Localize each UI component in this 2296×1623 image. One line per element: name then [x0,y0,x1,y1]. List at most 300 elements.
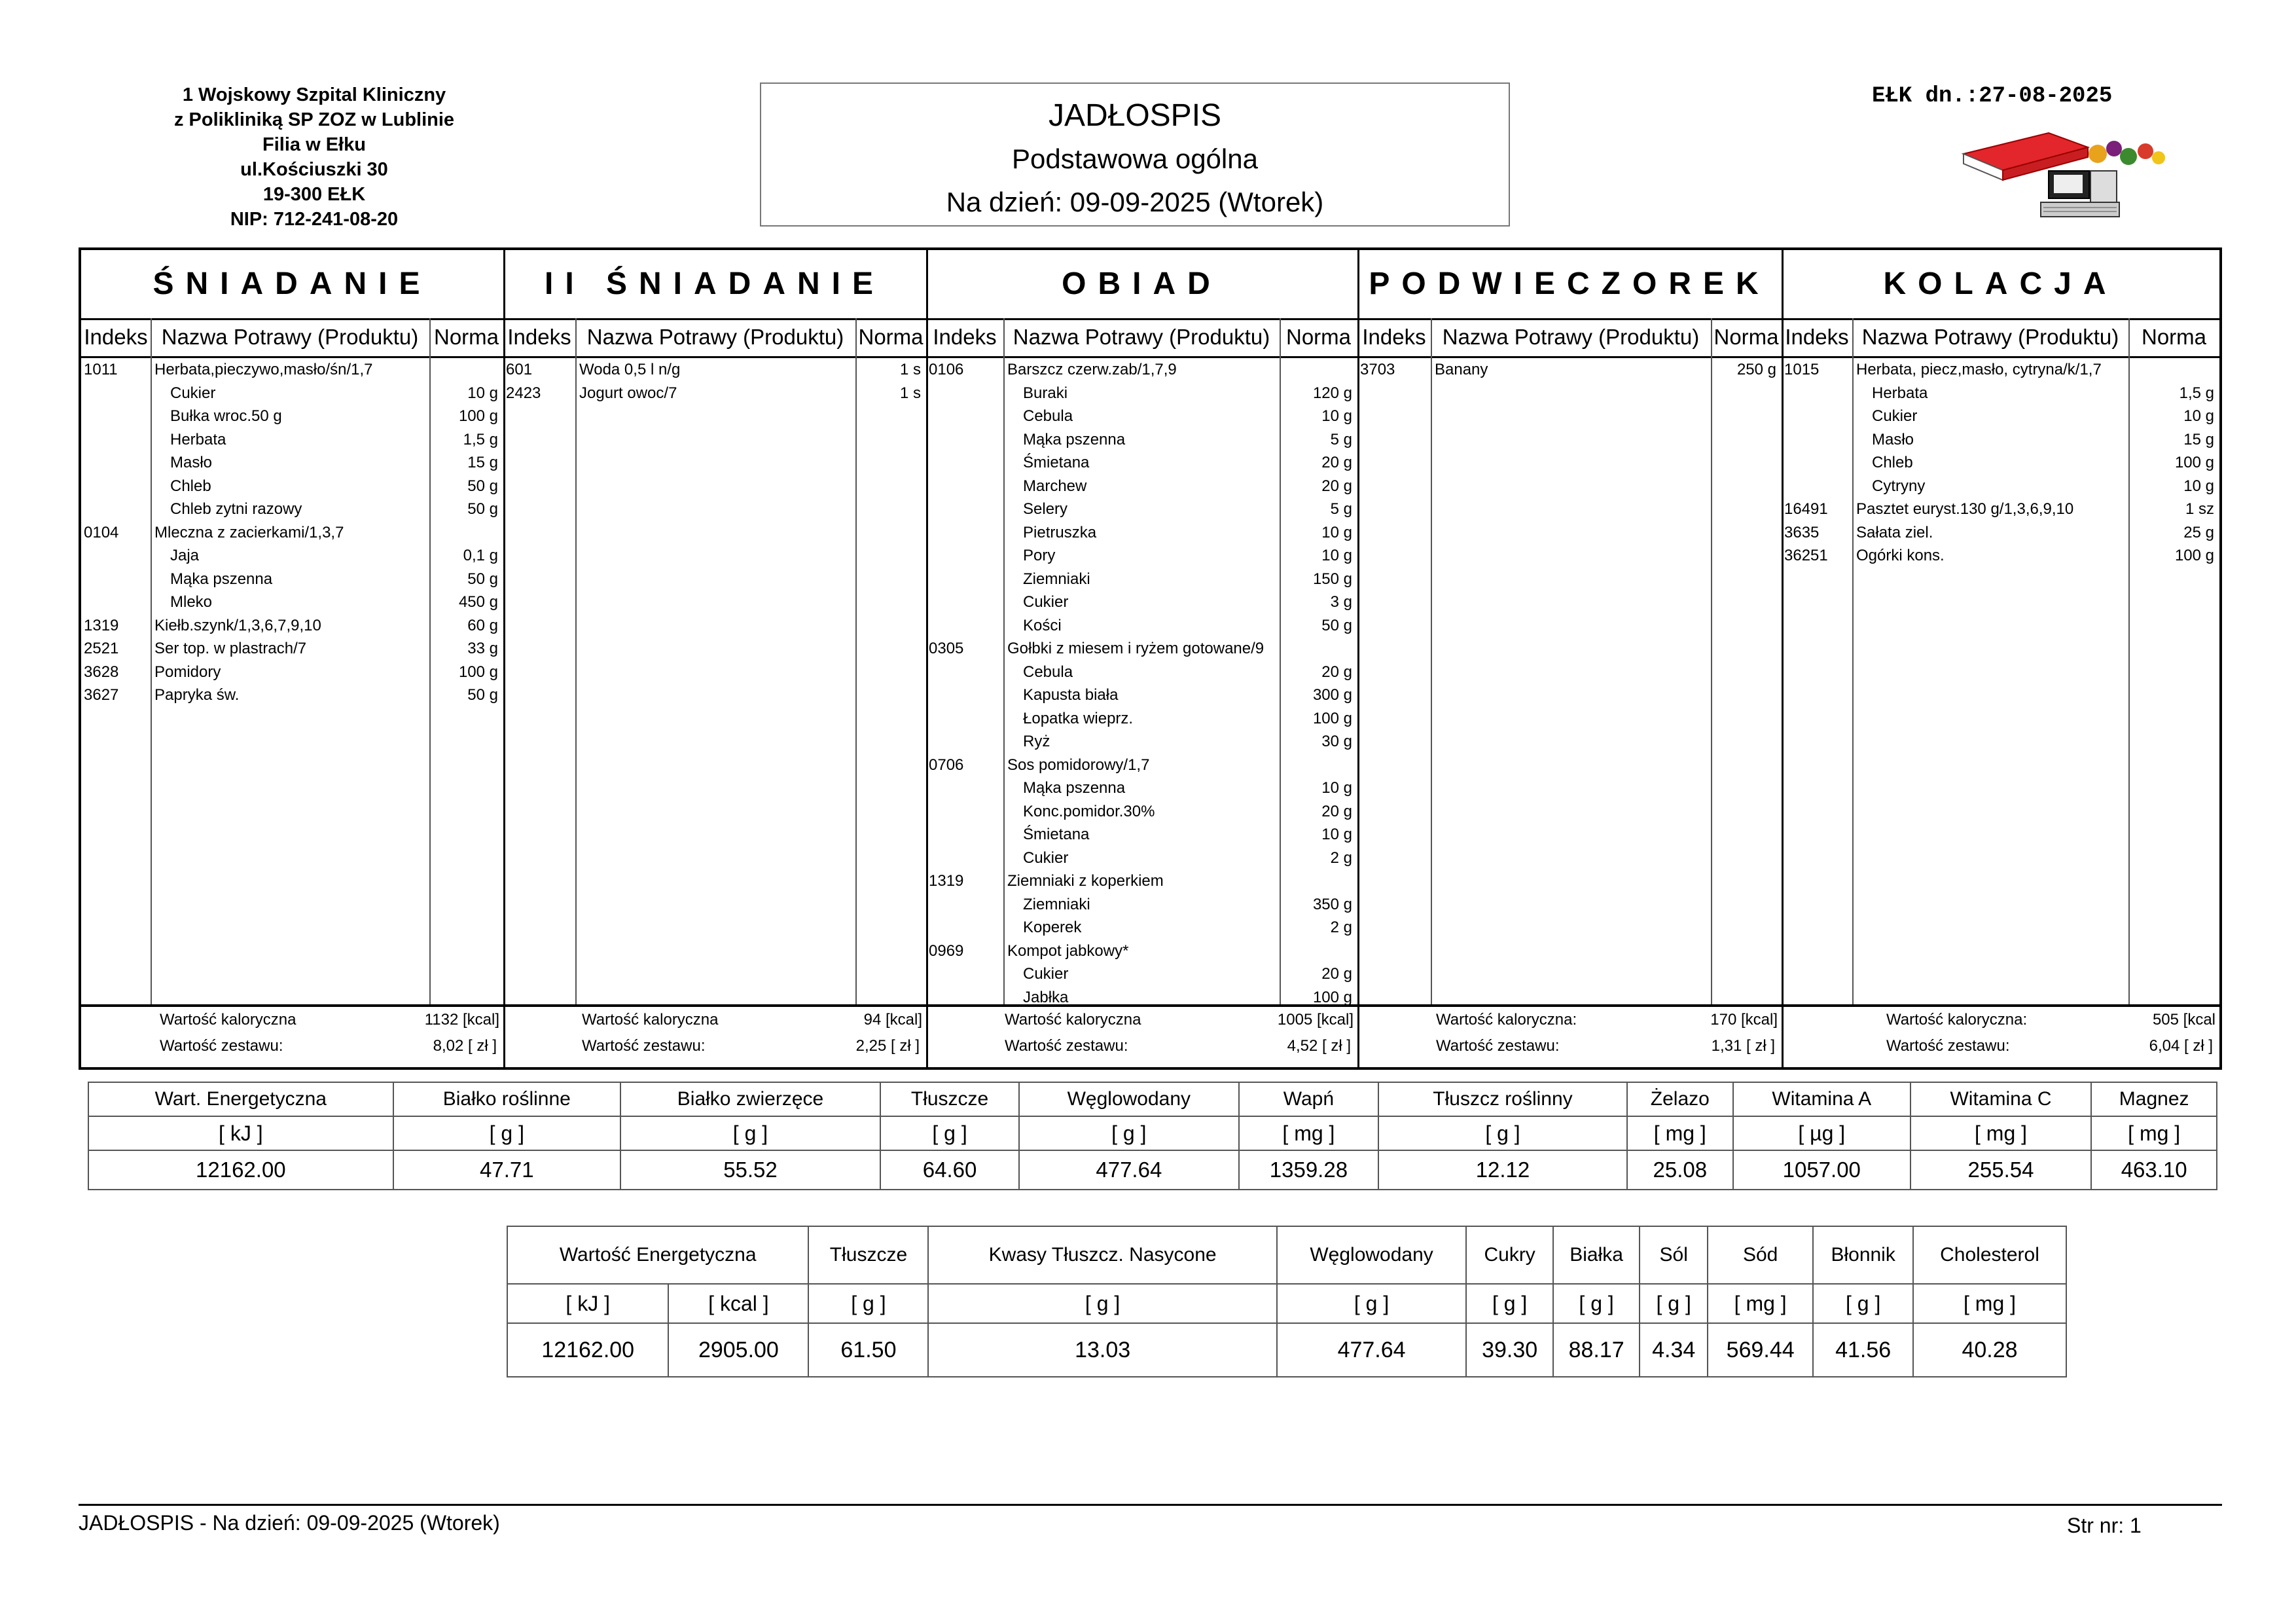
item-index: 16491 [1784,500,1828,518]
calorie-value: 505 [kcal [2152,1011,2215,1029]
table-row [81,475,503,498]
meal-column-2 [503,250,926,1067]
cost-label: Wartość zestawu: [1005,1037,1128,1055]
meal-summary [1782,1004,2219,1067]
name-header: Nazwa Potrawy (Produktu) [575,318,855,358]
value-cell: 41.56 [1813,1323,1913,1377]
table-row [88,1082,2217,1116]
header-cell: Sód [1708,1226,1813,1284]
item-norm: 3 g [1330,593,1352,611]
item-norm: 100 g [2174,547,2214,564]
hospital-line: 1 Wojskowy Szpital Kliniczny [182,84,446,105]
ingredient-name: Marchew [1023,477,1087,495]
item-norm: 2 g [1330,919,1352,936]
meal-items [926,358,1357,1009]
name-header: Nazwa Potrawy (Produktu) [151,318,429,358]
unit-cell: [ µg ] [1733,1116,1910,1150]
meal-column-1 [81,250,503,1067]
dish-name: Pomidory [154,663,221,681]
item-norm: 450 g [458,593,498,611]
ingredient-name: Chleb zytni razowy [170,500,302,518]
item-norm: 150 g [1312,570,1352,588]
table-row [926,405,1357,428]
header-cell: Witamina C [1910,1082,2092,1116]
table-row [926,939,1357,963]
cost-value: 6,04 [ zł ] [2149,1037,2213,1055]
unit-cell: [ g ] [1019,1116,1239,1150]
item-norm: 300 g [1312,686,1352,704]
table-row [1782,405,2219,428]
table-row [81,661,503,684]
meal-summary [81,1004,503,1067]
norm-header: Norma [1280,318,1357,358]
title-box [760,82,1510,227]
unit-cell: [ g ] [928,1284,1276,1323]
ingredient-name: Buraki [1023,384,1068,402]
meal-title: II ŚNIADANIE [503,250,926,320]
ingredient-name: Mąka pszenna [1023,430,1126,448]
cost-value: 2,25 [ zł ] [855,1037,920,1055]
table-row [926,962,1357,986]
calorie-value: 1005 [kcal] [1277,1011,1354,1029]
ingredient-name: Herbata [170,430,226,448]
item-norm: 5 g [1330,430,1352,448]
table-row [503,358,926,382]
index-header: Indeks [926,318,1003,358]
table-row [81,591,503,614]
unit-cell: [ g ] [1553,1284,1640,1323]
unit-cell: [ g ] [808,1284,928,1323]
value-cell: 40.28 [1913,1323,2066,1377]
ingredient-name: Ziemniaki [1023,895,1090,913]
meal-title: KOLACJA [1782,250,2219,320]
item-norm: 1 s [899,384,921,402]
meal-items [1782,358,2219,568]
unit-cell: [ g ] [1277,1284,1467,1323]
ingredient-name: Cebula [1023,663,1073,681]
item-index: 3635 [1784,523,1820,541]
table-row [81,451,503,475]
header-cell: Cholesterol [1913,1226,2066,1284]
table-row [926,754,1357,777]
item-norm: 10 g [2183,477,2214,495]
table-row [926,428,1357,452]
ingredient-name: Bułka wroc.50 g [170,407,282,425]
meal-items [1357,358,1782,382]
header-cell: Wartość Energetyczna [507,1226,808,1284]
meal-summary [926,1004,1357,1067]
item-index: 36251 [1784,547,1828,564]
meal-column-5 [1782,250,2219,1067]
item-index: 0104 [84,523,119,541]
footer-divider [79,1504,2222,1506]
item-norm: 50 g [467,477,498,495]
header-cell: Białka [1553,1226,1640,1284]
dish-name: Herbata,pieczywo,masło/śn/1,7 [154,361,373,378]
ingredient-name: Chleb [1872,454,1913,471]
ingredient-name: Ziemniaki [1023,570,1090,588]
cost-value: 8,02 [ zł ] [433,1037,497,1055]
calorie-label: Wartość kaloryczna [1005,1011,1141,1029]
item-index: 1319 [84,616,119,634]
table-row [81,382,503,405]
table-row [81,405,503,428]
item-norm: 1 sz [2185,500,2214,518]
unit-cell: [ mg ] [1708,1284,1813,1323]
table-row [1782,451,2219,475]
item-norm: 10 g [2183,407,2214,425]
item-norm: 10 g [1321,547,1352,564]
norm-header: Norma [1711,318,1782,358]
item-norm: 20 g [1321,477,1352,495]
dish-name: Herbata, piecz,masło, cytryna/k/1,7 [1856,361,2102,378]
column-divider [855,318,857,1007]
page-title: JADŁOSPIS [1048,98,1222,133]
table-row [81,568,503,591]
item-norm: 2 g [1330,848,1352,867]
table-row [926,776,1357,800]
table-row [926,637,1357,661]
hospital-line: 19-300 EŁK [262,184,366,205]
index-header: Indeks [1357,318,1431,358]
header-cell: Żelazo [1627,1082,1733,1116]
table-row [926,382,1357,405]
dish-name: Ser top. w plastrach/7 [154,640,307,657]
item-index: 0305 [929,640,964,657]
norm-header: Norma [429,318,503,358]
calorie-label: Wartość kaloryczna [582,1011,719,1029]
table-row [926,475,1357,498]
ingredient-name: Masło [1872,430,1914,448]
item-norm: 20 g [1321,802,1352,820]
name-header: Nazwa Potrawy (Produktu) [1852,318,2128,358]
header-cell: Tłuszcz roślinny [1378,1082,1626,1116]
ingredient-name: Mąka pszenna [170,570,273,588]
norm-header: Norma [2128,318,2219,358]
item-index: 0706 [929,756,964,774]
table-row [507,1323,2066,1377]
hospital-line: Filia w Ełku [262,134,366,155]
item-index: 1015 [1784,361,1820,378]
item-index: 2423 [506,384,541,402]
name-header: Nazwa Potrawy (Produktu) [1431,318,1711,358]
header-cell: Wart. Energetyczna [88,1082,393,1116]
table-row [81,428,503,452]
value-cell: 4.34 [1640,1323,1708,1377]
unit-cell: [ mg ] [1239,1116,1379,1150]
header-cell: Tłuszcze [880,1082,1019,1116]
table-row [926,847,1357,870]
item-norm: 50 g [1321,616,1352,634]
unit-cell: [ mg ] [2091,1116,2217,1150]
issue-date: EŁK dn.:27-08-2025 [1872,84,2113,109]
dish-name: Sos pomidorowy/1,7 [1007,756,1150,774]
item-norm: 1,5 g [463,430,498,448]
table-row [88,1150,2217,1190]
item-index: 2521 [84,640,119,657]
item-index: 3628 [84,663,119,681]
item-norm: 100 g [2174,454,2214,471]
table-row [1782,475,2219,498]
ingredient-name: Łopatka wieprz. [1023,709,1134,727]
ingredient-name: Kapusta biała [1023,686,1119,704]
unit-cell: [ g ] [880,1116,1019,1150]
page-number: Str nr: 1 [2067,1514,2142,1537]
table-row [507,1226,2066,1284]
item-norm: 250 g [1736,361,1776,378]
ingredient-name: Mąka pszenna [1023,779,1126,797]
hospital-line: NIP: 712-241-08-20 [230,209,399,230]
header-cell: Tłuszcze [808,1226,928,1284]
cost-value: 4,52 [ zł ] [1287,1037,1351,1055]
value-cell: 255.54 [1910,1150,2092,1190]
item-norm: 100 g [458,407,498,425]
footer-title: JADŁOSPIS - Na dzień: 09-09-2025 (Wtorek) [79,1511,500,1535]
nutrition-label-table [507,1226,2067,1377]
table-row [926,869,1357,893]
item-index: 3703 [1360,361,1395,378]
ingredient-name: Cukier [1023,965,1069,983]
item-norm: 20 g [1321,454,1352,471]
hospital-address [124,82,504,232]
unit-cell: [ kJ ] [88,1116,393,1150]
dish-name: Gołbki z miesem i ryżem gotowane/9 [1007,640,1265,657]
meals-table [79,247,2222,1070]
nutrition-summary-table [88,1082,2217,1190]
item-norm: 60 g [467,616,498,634]
item-index: 0969 [929,941,964,960]
table-row [81,358,503,382]
hospital-line: z Polikliniką SP ZOZ w Lublinie [173,109,455,130]
ingredient-name: Cukier [170,384,216,402]
item-norm: 350 g [1312,895,1352,913]
calorie-label: Wartość kaloryczna: [1886,1011,2028,1029]
table-row [926,451,1357,475]
meal-items [503,358,926,405]
table-row [81,521,503,545]
table-row [1782,521,2219,545]
table-row [1782,498,2219,521]
dish-name: Ziemniaki z koperkiem [1007,872,1164,890]
table-row [926,916,1357,939]
cost-label: Wartość zestawu: [1886,1037,2010,1055]
header-cell: Białko zwierzęce [620,1082,880,1116]
ingredient-name: Chleb [170,477,211,495]
item-norm: 33 g [467,640,498,657]
value-cell: 13.03 [928,1323,1276,1377]
dish-name: Kompot jabkowy* [1007,941,1129,960]
item-norm: 50 g [467,686,498,704]
dish-name: Sałata ziel. [1856,523,1933,541]
table-row [81,637,503,661]
table-row [926,730,1357,754]
item-norm: 20 g [1321,965,1352,983]
calorie-label: Wartość kaloryczna [160,1011,296,1029]
ingredient-name: Cukier [1023,848,1069,867]
hospital-line: ul.Kościuszki 30 [240,159,388,180]
value-cell: 88.17 [1553,1323,1640,1377]
ingredient-name: Kości [1023,616,1062,634]
meal-summary [503,1004,926,1067]
calorie-value: 94 [kcal] [863,1011,922,1029]
ingredient-name: Jabłka [1023,988,1069,1006]
header-cell: Węglowodany [1019,1082,1239,1116]
unit-cell: [ g ] [1813,1284,1913,1323]
header-cell: Cukry [1466,1226,1552,1284]
ingredient-name: Cukier [1872,407,1918,425]
table-row [926,544,1357,568]
item-index: 601 [506,361,533,378]
index-header: Indeks [503,318,575,358]
index-header: Indeks [1782,318,1852,358]
ingredient-name: Cebula [1023,407,1073,425]
calorie-label: Wartość kaloryczna: [1436,1011,1577,1029]
name-header: Nazwa Potrawy (Produktu) [1003,318,1280,358]
cost-value: 1,31 [ zł ] [1711,1037,1775,1055]
item-norm: 10 g [1321,407,1352,425]
dish-name: Banany [1435,361,1488,378]
header-cell: Wapń [1239,1082,1379,1116]
value-cell: 64.60 [880,1150,1019,1190]
table-row [1782,428,2219,452]
ingredient-name: Koperek [1023,919,1082,936]
dish-name: Ogórki kons. [1856,547,1945,564]
table-row [926,591,1357,614]
item-index: 1011 [84,361,118,378]
item-norm: 10 g [1321,523,1352,541]
table-row [926,358,1357,382]
item-norm: 20 g [1321,663,1352,681]
value-cell: 12162.00 [507,1323,668,1377]
column-divider [1711,318,1712,1007]
table-row [926,707,1357,731]
index-header: Indeks [81,318,151,358]
table-row [88,1116,2217,1150]
table-row [1782,358,2219,382]
cost-label: Wartość zestawu: [582,1037,706,1055]
table-row [1782,544,2219,568]
table-row [926,684,1357,707]
ingredient-name: Herbata [1872,384,1928,402]
header-cell: Magnez [2091,1082,2217,1116]
ingredient-name: Pory [1023,547,1056,564]
dish-name: Jogurt owoc/7 [579,384,677,402]
table-row [926,568,1357,591]
table-row [1357,358,1782,382]
value-cell: 1359.28 [1239,1150,1379,1190]
value-cell: 25.08 [1627,1150,1733,1190]
item-norm: 10 g [1321,779,1352,797]
table-row [926,800,1357,824]
item-norm: 15 g [2183,430,2214,448]
item-norm: 10 g [1321,826,1352,843]
item-norm: 10 g [467,384,498,402]
item-index: 1319 [929,872,964,890]
value-cell: 2905.00 [668,1323,808,1377]
item-norm: 50 g [467,570,498,588]
table-row [503,382,926,405]
value-cell: 477.64 [1019,1150,1239,1190]
unit-cell: [ g ] [1378,1116,1626,1150]
date-line: Na dzień: 09-09-2025 (Wtorek) [946,187,1324,217]
ingredient-name: Konc.pomidor.30% [1023,802,1155,820]
dish-name: Pasztet euryst.130 g/1,3,6,9,10 [1856,500,2074,518]
value-cell: 61.50 [808,1323,928,1377]
meal-column-3 [926,250,1357,1067]
ingredient-name: Ryż [1023,733,1050,750]
item-norm: 100 g [1312,709,1352,727]
table-row [926,823,1357,847]
unit-cell: [ mg ] [1910,1116,2092,1150]
value-cell: 477.64 [1277,1323,1467,1377]
meal-title: ŚNIADANIE [81,250,503,320]
unit-cell: [ g ] [1466,1284,1552,1323]
value-cell: 39.30 [1466,1323,1552,1377]
item-norm: 120 g [1312,384,1352,402]
item-index: 3627 [84,686,119,704]
table-row [81,614,503,638]
item-norm: 25 g [2183,523,2214,541]
table-row [81,684,503,707]
diet-name: Podstawowa ogólna [1012,143,1258,174]
unit-cell: [ mg ] [1627,1116,1733,1150]
ingredient-name: Pietruszka [1023,523,1097,541]
meal-title: PODWIECZOREK [1357,250,1782,320]
table-row [926,498,1357,521]
unit-cell: [ kcal ] [668,1284,808,1323]
table-row [1782,382,2219,405]
dish-name: Mleczna z zacierkami/1,3,7 [154,523,344,541]
table-row [81,498,503,521]
table-row [926,661,1357,684]
value-cell: 12.12 [1378,1150,1626,1190]
item-norm: 5 g [1330,500,1352,518]
ingredient-name: Śmietana [1023,454,1090,471]
cost-label: Wartość zestawu: [160,1037,283,1055]
ingredient-name: Jaja [170,547,200,564]
dish-name: Barszcz czerw.zab/1,7,9 [1007,361,1177,378]
meal-title: OBIAD [926,250,1357,320]
value-cell: 1057.00 [1733,1150,1910,1190]
header-cell: Błonnik [1813,1226,1913,1284]
item-norm: 1 s [899,361,921,378]
table-row [926,521,1357,545]
table-row [926,614,1357,638]
dish-name: Papryka św. [154,686,240,704]
table-row [507,1284,2066,1323]
book-computer-logo-icon [1957,128,2179,226]
table-row [926,893,1357,917]
item-norm: 30 g [1321,733,1352,750]
header-cell: Białko roślinne [393,1082,620,1116]
item-norm: 100 g [458,663,498,681]
value-cell: 55.52 [620,1150,880,1190]
unit-cell: [ mg ] [1913,1284,2066,1323]
item-norm: 15 g [467,454,498,471]
column-divider [1431,318,1432,1007]
header-cell: Witamina A [1733,1082,1910,1116]
value-cell: 569.44 [1708,1323,1813,1377]
ingredient-name: Cytryny [1872,477,1926,495]
header-cell: Sól [1640,1226,1708,1284]
meal-column-4 [1357,250,1782,1067]
norm-header: Norma [855,318,926,358]
value-cell: 12162.00 [88,1150,393,1190]
column-divider [575,318,577,1007]
item-norm: 1,5 g [2179,384,2214,402]
item-index: 0106 [929,361,964,378]
ingredient-name: Śmietana [1023,826,1090,843]
